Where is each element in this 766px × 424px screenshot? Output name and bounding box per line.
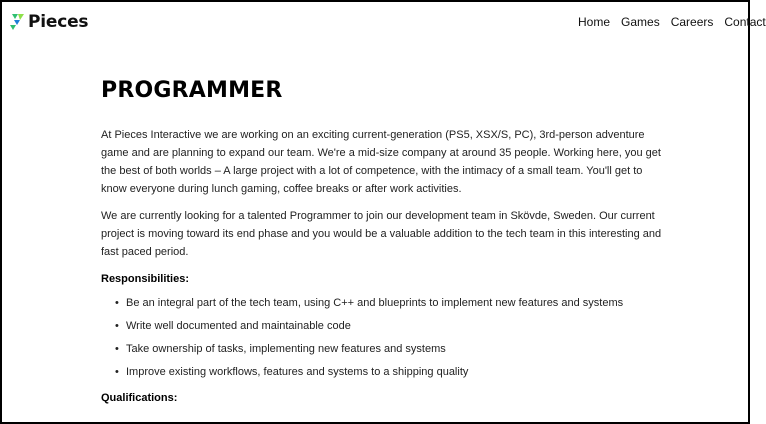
qualifications-heading: Qualifications: [101,392,178,404]
bullet-icon: • [115,343,119,355]
list-item [115,365,671,380]
job-posting [101,76,671,415]
responsibilities-heading: Responsibilities: [101,273,190,285]
list-item [115,296,671,311]
page-title: PROGRAMMER [101,78,283,103]
responsibilities-list [101,296,671,380]
list-item [115,319,671,334]
brand-name: Pieces [28,12,89,32]
list-item-text: Be an integral part of the tech team, using C++ and blueprints to implement new features and systems [126,297,624,309]
nav-games-link[interactable]: Games [621,15,660,29]
nav-careers-link[interactable]: Careers [670,15,714,29]
home-logo-link[interactable] [9,12,88,32]
list-item-text: Write well documented and maintainable code [126,320,351,332]
main-nav [578,15,766,29]
bullet-icon: • [115,366,119,378]
list-item-text: Improve existing workflows, features and systems to a shipping quality [126,366,469,378]
nav-home-link[interactable]: Home [578,15,611,29]
list-item [115,342,671,357]
bullet-icon: • [115,320,119,332]
pieces-logo-icon [9,13,25,31]
looking-for-paragraph: We are currently looking for a talented Programmer to join our development team in Skövde, Sweden. Our current project is moving toward its end phase and you would be a valuable addition to the tech team in this interesting and fast paced period. [101,210,662,258]
nav-contact-link[interactable]: Contact [724,15,766,29]
intro-paragraph: At Pieces Interactive we are working on an exciting current-generation (PS5, XSX/S, PC), 3rd-person adventure game and are planning to expand our team. We're a mid-size company at around 35 people. Working here, you get the best of both worlds – A large project with a lot of competence, with the intimacy of a small team. You'll get to know everyone during lunch gaming, coffee breaks or after work activities. [101,129,661,195]
list-item-text: Take ownership of tasks, implementing new features and systems [126,343,446,355]
site-header [2,2,766,44]
bullet-icon: • [115,297,119,309]
